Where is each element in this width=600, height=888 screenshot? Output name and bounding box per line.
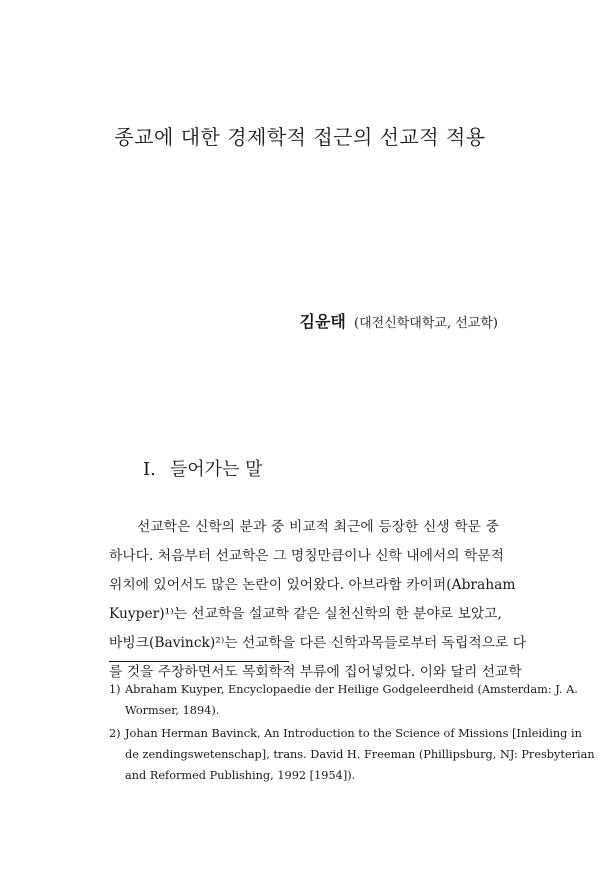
- body-line: 위치에 있어서도 많은 논란이 있어왔다. 아브라함 카이퍼(Abraham: [109, 577, 516, 593]
- footnote-2: [109, 723, 595, 786]
- footnote-number: 2): [109, 727, 121, 740]
- body-line: 하나다. 처음부터 선교학은 그 명칭만큼이나 신학 내에서의 학문적: [109, 548, 504, 564]
- section-title: 들어가는 말: [169, 459, 263, 480]
- footnote-line: Abraham Kuyper, Encyclopaedie der Heilige Godgeleerdheid (Amsterdam: J. A.: [125, 683, 578, 696]
- paper-title: 종교에 대한 경제학적 접근의 선교적 적용: [114, 125, 486, 149]
- footnote-line: and Reformed Publishing, 1992 [1954]).: [125, 769, 356, 782]
- author-affiliation: (대전신학대학교, 선교학): [354, 316, 498, 331]
- footnote-line: Wormser, 1894).: [125, 704, 220, 717]
- body-line: 선교학은 신학의 분과 중 비교적 최근에 등장한 신생 학문 중: [137, 519, 499, 535]
- body-line: 를 것을 주장하면서도 목회학적 부류에 집어넣었다. 이와 달리 선교학: [109, 664, 522, 680]
- footnotes: [109, 679, 595, 786]
- section-number: Ⅰ.: [143, 459, 156, 480]
- body-line: 바빙크(Bavinck)²⁾는 선교학을 다른 신학과목들로부터 독립적으로 다: [109, 635, 527, 651]
- footnote-line: Johan Herman Bavinck, An Introduction to the Science of Missions [Inleiding in: [125, 727, 582, 740]
- footnote-number: 1): [109, 683, 121, 696]
- section-heading: [143, 455, 263, 481]
- body-line: Kuyper)¹⁾는 선교학을 설교학 같은 실천신학의 한 분야로 보았고,: [109, 606, 502, 622]
- footnote-line: de zendingswetenschap], trans. David H. Freeman (Phillipsburg, NJ: Presbyterian: [125, 748, 595, 761]
- footnote-1: [109, 679, 578, 721]
- author-name: 김윤태: [299, 312, 346, 331]
- author-line: [299, 309, 498, 332]
- footnote-divider: [109, 661, 289, 662]
